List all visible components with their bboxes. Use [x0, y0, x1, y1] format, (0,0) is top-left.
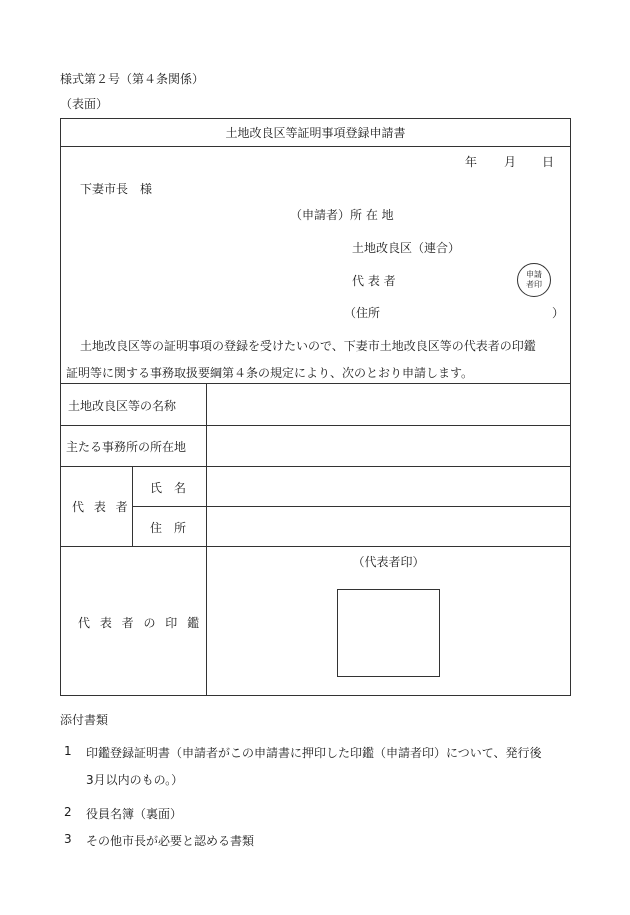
date-month: 月: [504, 155, 517, 169]
applicant-location-label: （申請者）所 在 地: [290, 208, 394, 222]
divider-name: [60, 425, 571, 426]
side-label: （表面）: [60, 97, 109, 111]
row-label-rep: 代 表 者: [72, 500, 131, 514]
applicant-org: 土地改良区（連合）: [352, 241, 461, 255]
row-label-rep-address: 住 所: [150, 521, 187, 535]
seal-caption: （代表者印）: [352, 555, 425, 569]
applicant-rep: 代 表 者: [352, 274, 396, 288]
date-year: 年: [465, 155, 478, 169]
seal-text-1: 申請: [526, 270, 542, 279]
row-label-rep-name: 氏 名: [150, 481, 187, 495]
divider-office: [60, 466, 571, 467]
divider-rep-inner: [132, 506, 571, 507]
addressee: 下妻市長 様: [80, 182, 153, 196]
attachment-item-2: 役員名簿（裏面）: [86, 807, 183, 821]
column-divider-rep: [132, 466, 133, 546]
statement-line-1: 土地改良区等の証明事項の登録を受けたいので、下妻市土地改良区等の代表者の印鑑: [80, 339, 536, 353]
seal-impression-box: [337, 589, 440, 677]
attachment-item-3: その他市長が必要と認める書類: [86, 834, 255, 848]
statement-line-2: 証明等に関する事務取扱要綱第４条の規定により、次のとおり申請します。: [66, 366, 474, 380]
row-label-name: 土地改良区等の名称: [68, 399, 177, 413]
row-label-office: 主たる事務所の所在地: [66, 440, 187, 454]
attachment-num-1: 1: [64, 744, 72, 758]
attachment-item-1-cont: 3月以内のもの。）: [86, 773, 184, 787]
address-open: （住所: [344, 306, 381, 320]
form-number: 様式第２号（第４条関係）: [60, 72, 205, 86]
applicant-seal-mark: [517, 263, 551, 297]
divider-rep: [60, 546, 571, 547]
attachment-item-1: 印鑑登録証明書（申請者がこの申請書に押印した印鑑（申請者印）について、発行後: [86, 746, 542, 760]
address-close: ）: [552, 306, 565, 320]
date-day: 日: [542, 155, 555, 169]
row-label-seal: 代 表 者 の 印 鑑: [78, 616, 203, 630]
form-title: 土地改良区等証明事項登録申請書: [225, 126, 406, 140]
attachments-heading: 添付書類: [60, 713, 109, 727]
divider-statement: [60, 383, 571, 384]
divider-title: [60, 146, 571, 147]
attachment-num-3: 3: [64, 832, 72, 846]
column-divider: [206, 383, 207, 696]
attachment-num-2: 2: [64, 805, 72, 819]
seal-text-2: 者印: [526, 280, 542, 289]
